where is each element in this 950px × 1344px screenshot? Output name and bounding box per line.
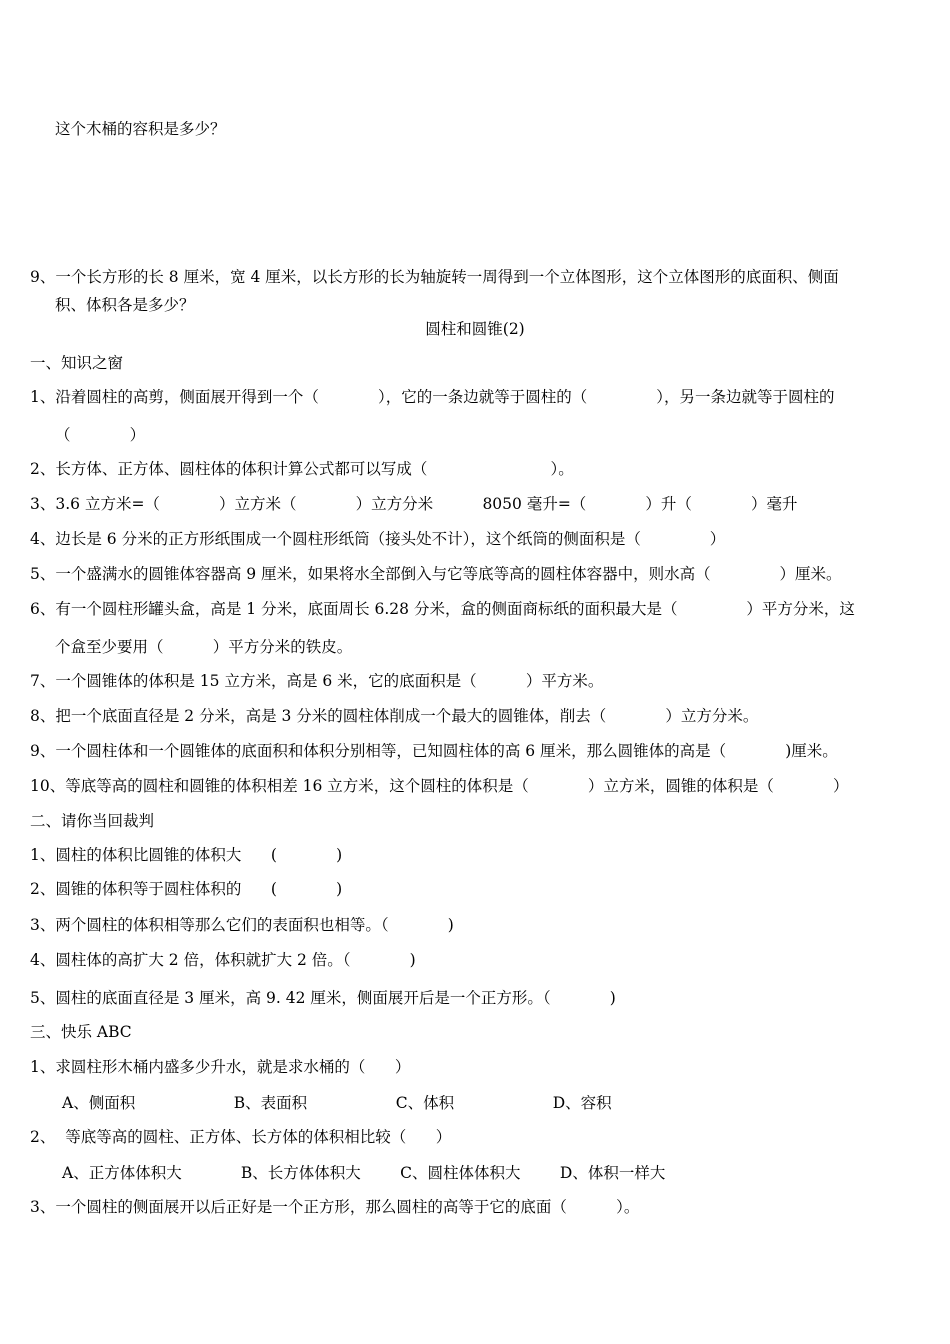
- s2-question-2: 2、圆锥的体积等于圆柱体积的 ( ): [30, 880, 343, 898]
- s1-question-5: 5、一个盛满水的圆锥体容器高 9 厘米，如果将水全部倒入与它等底等高的圆柱体容器中，则水高（ ）厘米。: [30, 565, 842, 583]
- s2-question-5: 5、圆柱的底面直径是 3 厘米，高 9. 42 厘米，侧面展开后是一个正方形。（ ): [30, 989, 616, 1007]
- s1-question-3: 3、3.6 立方米=（ ）立方米（ ）立方分米 8050 毫升=（ ）升（ ）毫升: [30, 495, 798, 513]
- problem-9-line-1: 9、一个长方形的长 8 厘米，宽 4 厘米，以长方形的长为轴旋转一周得到一个立体图形，这个立体图形的底面积、侧面: [30, 268, 839, 286]
- s1-question-1-line-1: 1、沿着圆柱的高剪，侧面展开得到一个（ ），它的一条边就等于圆柱的（ ），另一条边就等于圆柱的: [30, 388, 835, 406]
- section-1-heading: 一、知识之窗: [30, 354, 124, 372]
- s3-question-2-options: A、正方体体积大 B、长方体体积大 C、圆柱体体积大 D、体积一样大: [62, 1164, 666, 1182]
- section-3-heading: 三、快乐 ABC: [30, 1023, 132, 1041]
- section-2-heading: 二、请你当回裁判: [30, 812, 155, 830]
- s1-question-6-line-1: 6、有一个圆柱形罐头盒，高是 1 分米，底面周长 6.28 分米，盒的侧面商标纸的面积最大是（ ）平方分米，这: [30, 600, 855, 618]
- s3-question-1-options: A、侧面积 B、表面积 C、体积 D、容积: [62, 1094, 612, 1112]
- s1-question-6-line-2: 个盒至少要用（ ）平方分米的铁皮。: [55, 638, 353, 656]
- s1-question-4: 4、边长是 6 分米的正方形纸围成一个圆柱形纸筒（接头处不计），这个纸筒的侧面积是（ ）: [30, 530, 726, 548]
- s1-question-9: 9、一个圆柱体和一个圆锥体的底面积和体积分别相等，已知圆柱体的高 6 厘米，那么圆锥体的高是（ )厘米。: [30, 742, 838, 760]
- page-title: 圆柱和圆锥(2): [425, 320, 525, 338]
- s3-question-1: 1、求圆柱形木桶内盛多少升水，就是求水桶的（ ）: [30, 1058, 411, 1076]
- s3-question-2: 2、 等底等高的圆柱、正方体、长方体的体积相比较（ ）: [30, 1128, 452, 1146]
- s1-question-2: 2、长方体、正方体、圆柱体的体积计算公式都可以写成（ ）。: [30, 460, 574, 478]
- s3-question-3: 3、一个圆柱的侧面展开以后正好是一个正方形，那么圆柱的高等于它的底面（ ）。: [30, 1198, 640, 1216]
- s2-question-3: 3、两个圆柱的体积相等那么它们的表面积也相等。（ ): [30, 916, 454, 934]
- s1-question-10: 10、等底等高的圆柱和圆锥的体积相差 16 立方米，这个圆柱的体积是（ ）立方米，圆锥的体积是（ ）: [30, 777, 849, 795]
- problem-9-line-2: 积、体积各是多少？: [55, 296, 195, 314]
- intro-question: 这个木桶的容积是多少？: [55, 120, 226, 138]
- s2-question-1: 1、圆柱的体积比圆锥的体积大 ( ): [30, 846, 343, 864]
- s2-question-4: 4、圆柱体的高扩大 2 倍，体积就扩大 2 倍。（ ): [30, 951, 416, 969]
- s1-question-7: 7、一个圆锥体的体积是 15 立方米，高是 6 米，它的底面积是（ ）平方米。: [30, 672, 604, 690]
- s1-question-8: 8、把一个底面直径是 2 分米，高是 3 分米的圆柱体削成一个最大的圆锥体，削去（ ）立方分米。: [30, 707, 759, 725]
- s1-question-1-line-2: （ ）: [55, 426, 146, 444]
